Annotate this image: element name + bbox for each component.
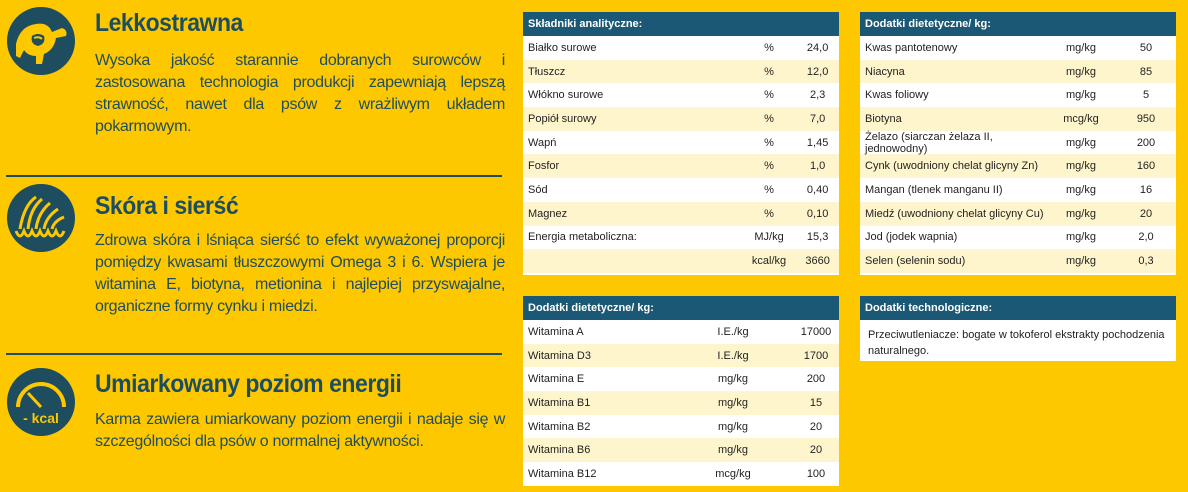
table-row xyxy=(860,249,1176,273)
table-row xyxy=(523,320,839,344)
cell-value: 2,0 xyxy=(1138,231,1154,244)
cell-label: Kwas pantotenowy xyxy=(865,41,958,54)
cell-value: 20 xyxy=(809,420,823,433)
cell-label: Kwas foliowy xyxy=(865,89,929,102)
cell-unit: % xyxy=(764,207,774,220)
table-body xyxy=(860,36,1176,273)
cell-unit: kcal/kg xyxy=(751,255,787,268)
table-header: Dodatki technologiczne: xyxy=(860,296,1176,320)
analytical-table xyxy=(523,12,839,275)
table-header: Dodatki dietetyczne/ kg: xyxy=(860,12,1176,36)
table-row xyxy=(860,83,1176,107)
table-row xyxy=(523,83,839,107)
cell-label: Witamina A xyxy=(528,325,584,338)
minerals-table xyxy=(860,12,1176,275)
cell-unit: mg/kg xyxy=(1066,65,1096,78)
cell-label: Jod (jodek wapnia) xyxy=(865,231,958,244)
cell-unit: mg/kg xyxy=(1066,255,1096,268)
cell-label: Witamina D3 xyxy=(528,349,591,362)
feature-text: Wysoka jakość starannie dobranych surowców i zastosowana technologia produkcji zapewniają lepszą strawność, nawet dla psów z wrażliwym układem pokarmowym. xyxy=(95,52,505,135)
table-header: Składniki analityczne: xyxy=(523,12,839,36)
cell-unit: % xyxy=(764,160,774,173)
cell-unit: % xyxy=(764,41,774,54)
table-row xyxy=(523,391,839,415)
cell-unit: mg/kg xyxy=(1066,89,1096,102)
table-row xyxy=(523,178,839,202)
feature-text: Zdrowa skóra i lśniąca sierść to efekt wyważonej proporcji pomiędzy kwasami tłuszczowymi Omega 3 i 6. Wspiera je witamina E, biotyna, metionina i najlepiej przyswajalne, organiczne formy cynku i miedzi. xyxy=(95,232,505,315)
cell-label: Wapń xyxy=(528,136,557,149)
cell-unit: mg/kg xyxy=(718,444,748,457)
cell-value: 200 xyxy=(1136,136,1156,149)
cell-value: 15,3 xyxy=(806,231,829,244)
cell-label: Fosfor xyxy=(528,160,560,173)
cell-label: Tłuszcz xyxy=(528,65,566,78)
cell-value: 5 xyxy=(1142,89,1150,102)
technological-text: Przeciwutleniacze: bogate w tokoferol ekstrakty pochodzenia naturalnego. xyxy=(868,329,1165,357)
cell-value: 15 xyxy=(809,396,823,409)
cell-unit: mg/kg xyxy=(718,373,748,386)
kcal-label: - kcal xyxy=(23,410,59,426)
cell-label: Witamina B6 xyxy=(528,444,591,457)
cell-value: 0,10 xyxy=(806,207,829,220)
feature-title: Skóra i sierść xyxy=(95,192,239,220)
table-row xyxy=(523,60,839,84)
table-row xyxy=(523,226,839,250)
cell-value: 1,0 xyxy=(809,160,826,173)
table-row xyxy=(523,344,839,368)
table-row xyxy=(523,462,839,486)
table-row xyxy=(860,131,1176,155)
feature-title: Umiarkowany poziom energii xyxy=(95,370,402,398)
fur-skin-icon xyxy=(6,183,76,253)
cell-value: 85 xyxy=(1139,65,1153,78)
table-row xyxy=(523,154,839,178)
cell-label: Sód xyxy=(528,183,548,196)
cell-label: Mangan (tlenek manganu II) xyxy=(865,183,1003,196)
cell-value: 950 xyxy=(1136,112,1156,125)
cell-value: 1,45 xyxy=(806,136,829,149)
feature-text: Karma zawiera umiarkowany poziom energii i nadaje się w szczególności dla psów o normalnej aktywności. xyxy=(95,411,505,450)
cell-label: Witamina B2 xyxy=(528,420,591,433)
cell-value: 160 xyxy=(1136,160,1156,173)
cell-unit: mg/kg xyxy=(1066,160,1096,173)
kcal-gauge-icon xyxy=(6,367,76,437)
table-row xyxy=(860,60,1176,84)
cell-label: Żelazo (siarczan żelaza II, jednowodny) xyxy=(865,130,993,155)
cell-value: 50 xyxy=(1139,41,1153,54)
table-row xyxy=(860,178,1176,202)
cell-value: 2,3 xyxy=(809,89,826,102)
table-row xyxy=(523,438,839,462)
cell-label: Cynk (uwodniony chelat glicyny Zn) xyxy=(865,160,1039,173)
cell-unit: mg/kg xyxy=(1066,183,1096,196)
cell-value: 20 xyxy=(809,444,823,457)
feature-energy xyxy=(0,355,505,492)
table-body xyxy=(523,36,839,273)
cell-value: 16 xyxy=(1139,183,1153,196)
cell-unit: mg/kg xyxy=(1066,207,1096,220)
cell-unit: % xyxy=(764,65,774,78)
dog-stomach-icon xyxy=(6,6,76,76)
cell-value: 0,3 xyxy=(1138,255,1154,268)
table-row xyxy=(523,36,839,60)
cell-label: Popiół surowy xyxy=(528,112,597,125)
feature-digestible xyxy=(0,0,505,175)
cell-label: Witamina B1 xyxy=(528,396,591,409)
cell-value: 100 xyxy=(806,467,826,480)
cell-unit: mg/kg xyxy=(1066,41,1096,54)
cell-unit: mg/kg xyxy=(718,396,748,409)
table-row xyxy=(860,226,1176,250)
cell-unit: mg/kg xyxy=(1066,231,1096,244)
feature-title: Lekkostrawna xyxy=(95,9,243,37)
cell-unit: % xyxy=(764,136,774,149)
cell-unit: I.E./kg xyxy=(717,349,749,362)
cell-value: 0,40 xyxy=(806,183,829,196)
cell-unit: mcg/kg xyxy=(1063,112,1099,125)
table-row xyxy=(523,415,839,439)
table-row xyxy=(860,107,1176,131)
table-row xyxy=(523,202,839,226)
cell-value: 20 xyxy=(1139,207,1153,220)
table-row xyxy=(860,36,1176,60)
features-panel xyxy=(0,0,505,492)
cell-value: 1700 xyxy=(803,349,829,362)
cell-unit: % xyxy=(764,89,774,102)
cell-label: Biotyna xyxy=(865,112,902,125)
cell-unit: I.E./kg xyxy=(717,325,749,338)
cell-value: 12,0 xyxy=(806,65,829,78)
table-row xyxy=(523,107,839,131)
cell-label: Włókno surowe xyxy=(528,89,604,102)
cell-unit: % xyxy=(764,112,774,125)
table-header: Dodatki dietetyczne/ kg: xyxy=(523,296,839,320)
cell-value: 7,0 xyxy=(809,112,826,125)
cell-label: Witamina E xyxy=(528,373,585,386)
feature-skin-coat xyxy=(0,177,505,353)
cell-value: 3660 xyxy=(805,255,830,268)
cell-value: 200 xyxy=(806,373,826,386)
cell-label: Białko surowe xyxy=(528,41,597,54)
table-row xyxy=(523,367,839,391)
cell-label: Witamina B12 xyxy=(528,467,597,480)
cell-unit: MJ/kg xyxy=(754,231,784,244)
table-row xyxy=(523,249,839,273)
technological-table xyxy=(860,296,1176,361)
cell-value: 17000 xyxy=(800,325,832,338)
table-row xyxy=(523,131,839,155)
table-row xyxy=(860,202,1176,226)
table-row xyxy=(860,154,1176,178)
cell-unit: % xyxy=(764,183,774,196)
cell-unit: mg/kg xyxy=(1066,136,1096,149)
cell-value: 24,0 xyxy=(806,41,829,54)
cell-label: Miedź (uwodniony chelat glicyny Cu) xyxy=(865,207,1044,220)
table-body xyxy=(523,320,839,486)
cell-label: Niacyna xyxy=(865,65,905,78)
cell-label: Selen (selenin sodu) xyxy=(865,255,966,268)
cell-unit: mcg/kg xyxy=(715,467,751,480)
cell-unit: mg/kg xyxy=(718,420,748,433)
cell-label: Magnez xyxy=(528,207,568,220)
vitamins-table xyxy=(523,296,839,486)
cell-label: Energia metaboliczna: xyxy=(528,231,637,244)
